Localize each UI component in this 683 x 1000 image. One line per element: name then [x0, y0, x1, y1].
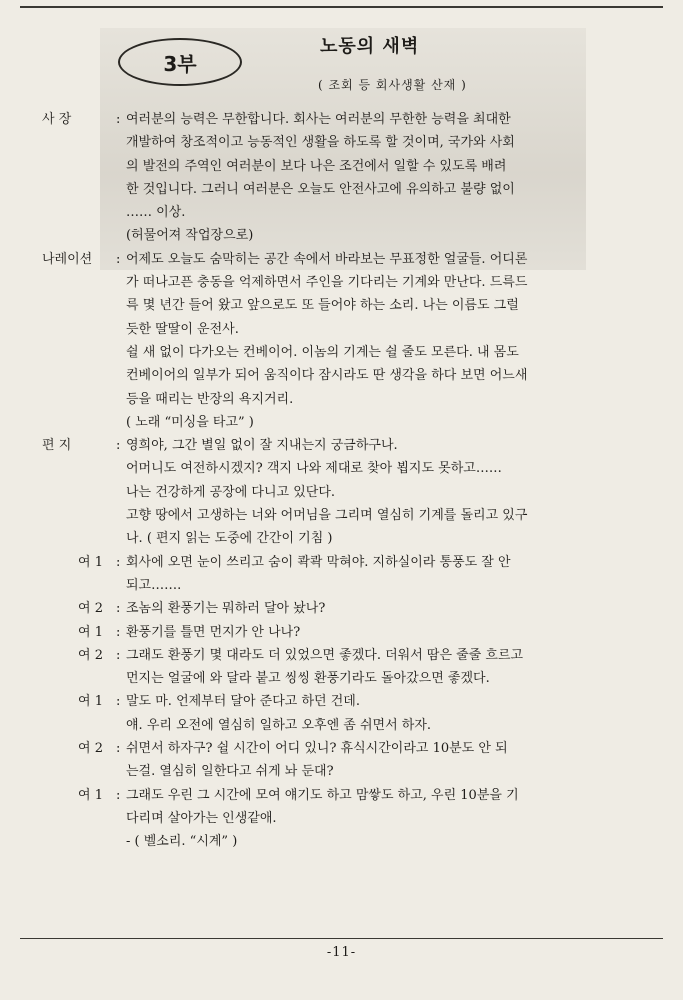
- line-text: 조놈의 환풍기는 뭐하러 달아 놨나?: [126, 601, 326, 617]
- line-text: 가 떠나고픈 충동을 억제하면서 주인을 기다리는 기계와 만난다. 드륵드: [126, 275, 528, 291]
- line-text: ( 노래 “미싱을 타고” ): [126, 414, 254, 430]
- line-text: - ( 벨소리. “시계” ): [126, 834, 238, 850]
- line-text: 나는 건강하게 공장에 다니고 있단다.: [126, 484, 336, 500]
- script-line: [0, 201, 683, 224]
- script-line: [0, 504, 683, 527]
- line-text: 는걸. 열심히 일한다고 쉬게 놔 둔대?: [126, 764, 334, 780]
- line-text: 먼지는 얼굴에 와 달라 붙고 씽씽 환풍기라도 돌아갔으면 좋겠다.: [126, 671, 490, 687]
- line-text: (허물어져 작업장으로): [126, 228, 254, 244]
- line-text: 개발하여 창조적이고 능동적인 생활을 하도록 할 것이며, 국가와 사회: [126, 135, 515, 151]
- script-line: [0, 621, 683, 644]
- speaker-label: 여 1: [78, 554, 103, 570]
- line-text: 얘. 우리 오전에 열심히 일하고 오후엔 좀 쉬면서 하자.: [126, 717, 432, 733]
- page-subtitle: ( 조회 등 회사생활 산재 ): [318, 78, 467, 92]
- line-text: 회사에 오면 눈이 쓰리고 숨이 콱콱 막혀야. 지하실이라 통풍도 잘 안: [126, 554, 511, 570]
- script-line: [0, 108, 683, 131]
- line-text: 그래도 환풍기 몇 대라도 더 있었으면 좋겠다. 더워서 땀은 줄줄 흐르고: [126, 647, 524, 663]
- page-number: -11-: [326, 945, 357, 960]
- speaker-colon: :: [116, 438, 121, 454]
- script-line: [0, 784, 683, 807]
- script-line: [0, 248, 683, 271]
- line-text: 여러분의 능력은 무한합니다. 회사는 여러분의 무한한 능력을 최대한: [126, 112, 511, 127]
- script-line: [0, 574, 683, 597]
- part-label: 3부: [163, 51, 197, 76]
- script-line: [0, 364, 683, 387]
- speaker-label: 편 지: [42, 438, 72, 454]
- line-text: 어머니도 여전하시겠지? 객지 나와 제대로 찾아 뵙지도 못하고……: [126, 461, 502, 477]
- speaker-colon: :: [116, 112, 121, 127]
- line-text: 말도 마. 언제부터 달아 준다고 하던 건데.: [126, 694, 360, 710]
- line-text: 컨베이어의 일부가 되어 움직이다 잠시라도 딴 생각을 하다 보면 어느새: [126, 368, 528, 384]
- line-text: 환풍기를 틀면 먼지가 안 나나?: [126, 624, 301, 640]
- bottom-rule: [20, 938, 663, 939]
- script-line: [0, 737, 683, 760]
- speaker-colon: :: [116, 741, 121, 757]
- line-text: 고향 땅에서 고생하는 너와 어머님을 그리며 열심히 기계를 돌리고 있구: [126, 508, 528, 524]
- script-line: [0, 388, 683, 411]
- script-line: [0, 318, 683, 341]
- line-text: 되고…….: [126, 577, 182, 593]
- top-rule: [20, 6, 663, 8]
- speaker-label: 사 장: [42, 112, 72, 127]
- script-line: [0, 294, 683, 317]
- script-line: [0, 155, 683, 178]
- line-text: 영희야, 그간 별일 없이 잘 지내는지 궁금하구나.: [126, 438, 398, 454]
- line-text: 쉬면서 하자구? 쉴 시간이 어디 있니? 휴식시간이라고 10분도 안 되: [126, 741, 508, 757]
- script-line: [0, 667, 683, 690]
- script-line: [0, 434, 683, 457]
- line-text: 륵 몇 년간 들어 왔고 앞으로도 또 들어야 하는 소리. 나는 이름도 그럴: [126, 298, 519, 314]
- script-line: [0, 341, 683, 364]
- line-text: 쉴 새 없이 다가오는 컨베이어. 이놈의 기계는 쉴 줄도 모른다. 내 몸도: [126, 344, 519, 360]
- speaker-colon: :: [116, 787, 121, 803]
- script-line: [0, 597, 683, 620]
- speaker-colon: :: [116, 694, 121, 710]
- page-title: 노동의 새벽: [320, 36, 420, 57]
- script-line: [0, 178, 683, 201]
- line-text: 한 것입니다. 그러니 여러분은 오늘도 안전사고에 유의하고 불량 없이: [126, 181, 515, 197]
- script-line: [0, 131, 683, 154]
- line-text: 그래도 우린 그 시간에 모여 얘기도 하고 맘쌓도 하고, 우린 10분을 기: [126, 787, 519, 803]
- speaker-label: 여 1: [78, 624, 103, 640]
- script-line: [0, 457, 683, 480]
- line-text: 어제도 오늘도 숨막히는 공간 속에서 바라보는 무표정한 얼굴들. 어디론: [126, 251, 528, 267]
- line-text: 등을 때리는 반장의 욕지거리.: [126, 391, 294, 407]
- speaker-label: 여 2: [78, 647, 103, 663]
- script-line: [0, 527, 683, 550]
- speaker-label: 나레이션: [42, 251, 93, 267]
- script-body: [0, 108, 683, 854]
- script-line: [0, 271, 683, 294]
- speaker-label: 여 2: [78, 601, 103, 617]
- speaker-colon: :: [116, 251, 121, 267]
- line-text: 듯한 딸딸이 운전사.: [126, 321, 239, 337]
- speaker-label: 여 1: [78, 694, 103, 710]
- script-line: [0, 830, 683, 853]
- line-text: 의 발전의 주역인 여러분이 보다 나은 조건에서 일할 수 있도록 배려: [126, 158, 507, 174]
- script-line: [0, 481, 683, 504]
- part-badge: [118, 38, 242, 86]
- speaker-label: 여 1: [78, 787, 103, 803]
- script-line: [0, 224, 683, 247]
- speaker-colon: :: [116, 601, 121, 617]
- script-line: [0, 760, 683, 783]
- speaker-label: 여 2: [78, 741, 103, 757]
- line-text: 나. ( 편지 읽는 도중에 간간이 기침 ): [126, 531, 333, 547]
- script-line: [0, 690, 683, 713]
- line-text: …… 이상.: [126, 205, 186, 221]
- speaker-colon: :: [116, 554, 121, 570]
- speaker-colon: :: [116, 624, 121, 640]
- script-line: [0, 411, 683, 434]
- line-text: 다리며 살아가는 인생같애.: [126, 810, 277, 826]
- script-line: [0, 644, 683, 667]
- script-line: [0, 551, 683, 574]
- script-line: [0, 714, 683, 737]
- speaker-colon: :: [116, 647, 121, 663]
- script-line: [0, 807, 683, 830]
